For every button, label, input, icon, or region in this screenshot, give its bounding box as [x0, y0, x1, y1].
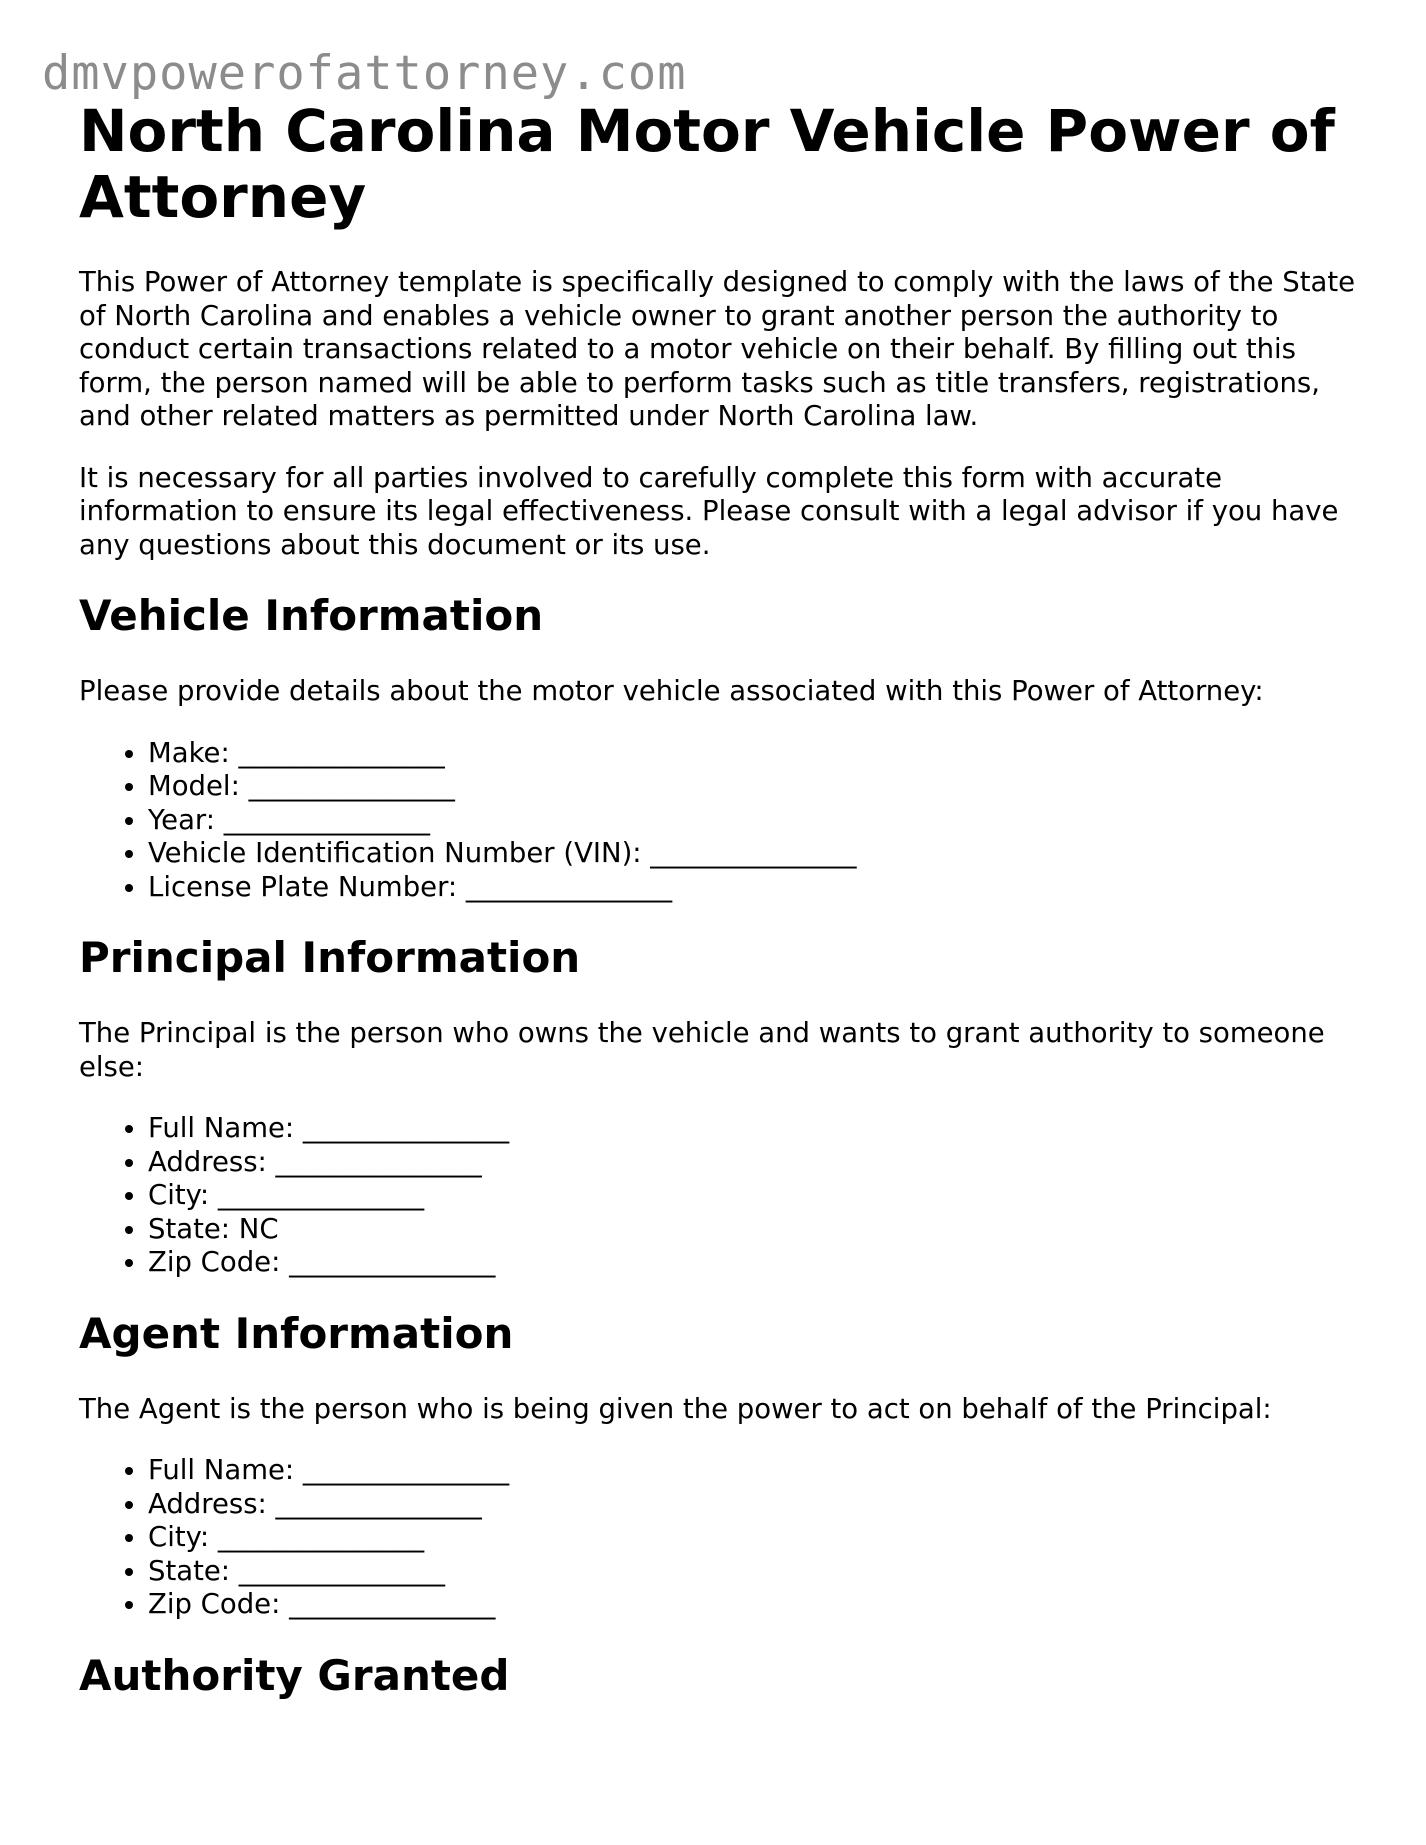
agent-information-description: The Agent is the person who is being given the power to act on behalf of the Principal: [79, 1392, 1272, 1425]
principal-state-field: • State: NC [148, 1213, 1369, 1247]
document-body [79, 98, 1369, 1735]
agent-name-field: • Full Name: _______________ [148, 1454, 1369, 1488]
vehicle-plate-field: • License Plate Number: _______________ [148, 871, 1369, 905]
document-title: North Carolina Motor Vehicle Power of Attorney [79, 97, 1335, 231]
principal-address-field: • Address: _______________ [148, 1146, 1369, 1180]
vehicle-information-heading: Vehicle Information [79, 591, 544, 640]
agent-state-field: • State: _______________ [148, 1555, 1369, 1589]
vehicle-model-field: • Model: _______________ [148, 770, 1369, 804]
principal-name-field: • Full Name: _______________ [148, 1112, 1369, 1146]
authority-granted-heading: Authority Granted [79, 1650, 510, 1700]
watermark: dmvpowerofattorney.com [42, 46, 687, 101]
principal-field-list [79, 1112, 1369, 1280]
intro-paragraph-2: It is necessary for all parties involved to carefully complete this form with accurate information to ensure its legal effectiveness. Please consult with a legal advisor if you have any questions about this document or its use. [79, 461, 1339, 561]
principal-information-heading: Principal Information [79, 933, 581, 982]
vehicle-field-list [79, 737, 1369, 905]
agent-zip-field: • Zip Code: _______________ [148, 1588, 1369, 1622]
agent-information-heading: Agent Information [79, 1308, 514, 1358]
agent-field-list [79, 1454, 1369, 1622]
agent-address-field: • Address: _______________ [148, 1488, 1369, 1522]
vehicle-information-description: Please provide details about the motor vehicle associated with this Power of Attorney: [79, 675, 1264, 707]
vehicle-vin-field: • Vehicle Identification Number (VIN): _______________ [148, 837, 1369, 871]
principal-information-description: The Principal is the person who owns the vehicle and wants to grant authority to someone else: [79, 1017, 1325, 1083]
principal-city-field: • City: _______________ [148, 1179, 1369, 1213]
vehicle-year-field: • Year: _______________ [148, 804, 1369, 838]
principal-zip-field: • Zip Code: _______________ [148, 1246, 1369, 1280]
vehicle-make-field: • Make: _______________ [148, 737, 1369, 771]
intro-paragraph-1: This Power of Attorney template is specifically designed to comply with the laws of the State of North Carolina and enables a vehicle owner to grant another person the authority to conduct certain transactions related to a motor vehicle on their behalf. By filling out this form, the person named will be able to perform tasks such as title transfers, registrations, and other related matters as permitted under North Carolina law. [79, 266, 1356, 432]
agent-city-field: • City: _______________ [148, 1521, 1369, 1555]
